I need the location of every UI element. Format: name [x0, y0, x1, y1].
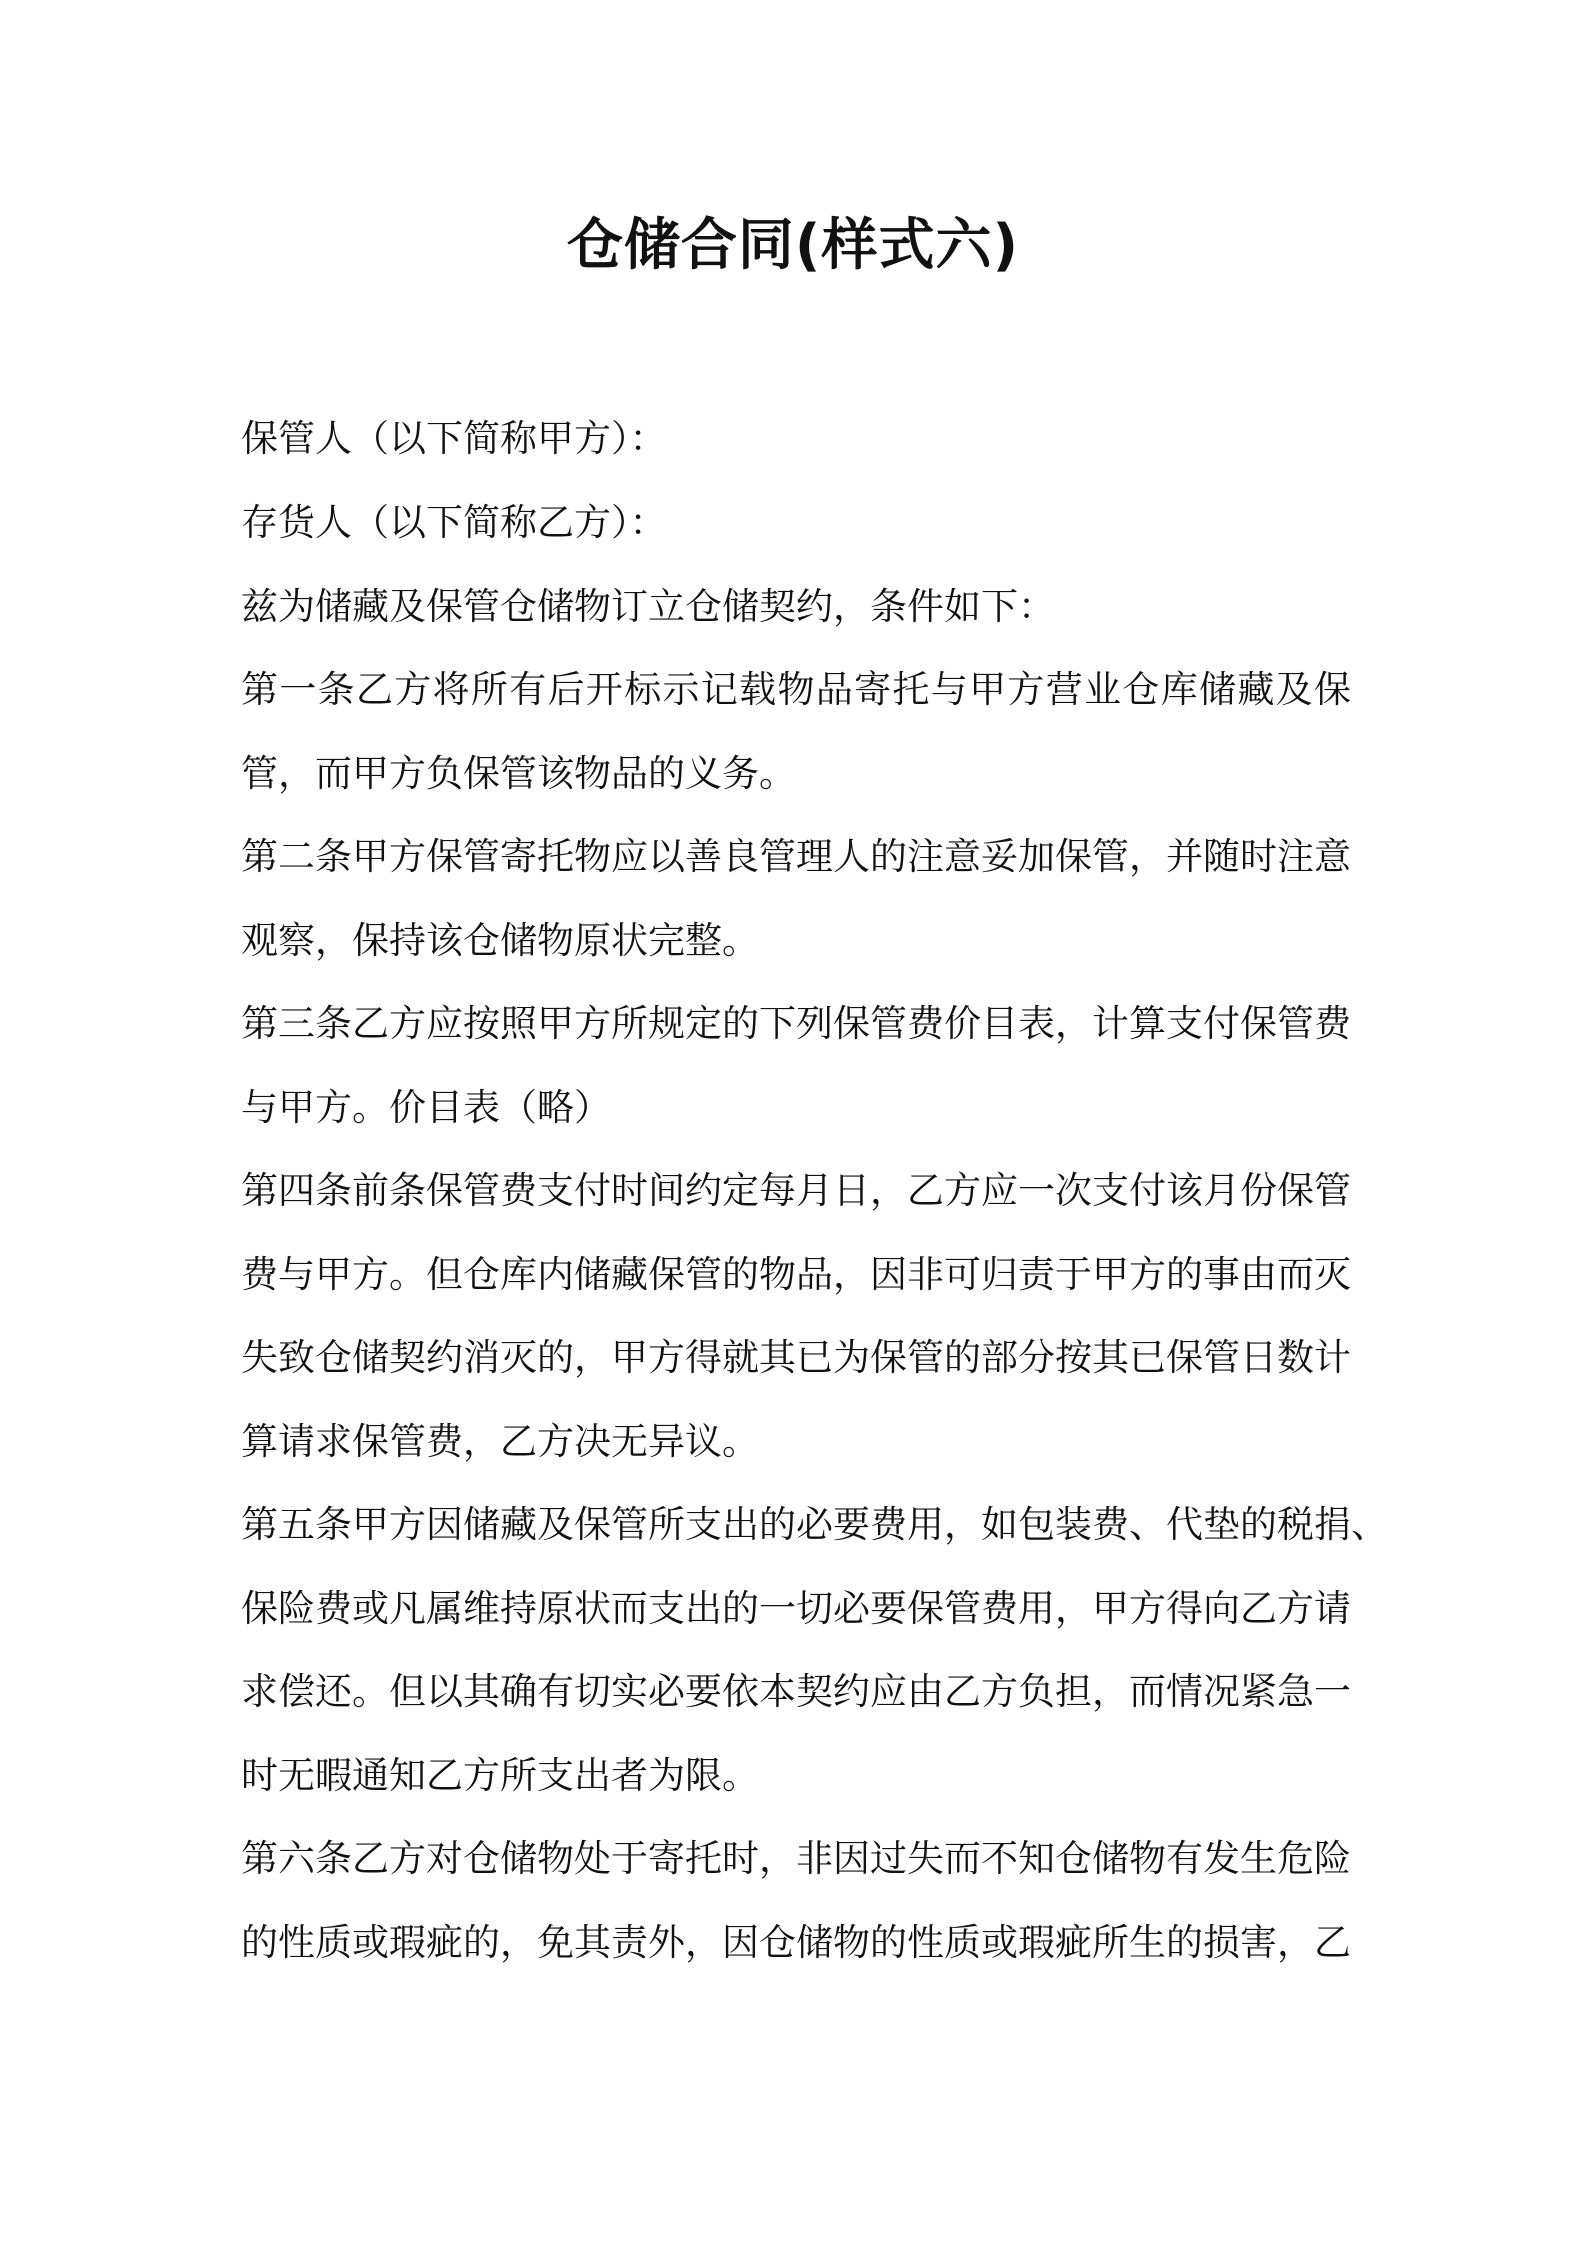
- article-2-line-1: 第二条甲方保管寄托物应以善良管理人的注意妥加保管，并随时注意: [241, 835, 1351, 878]
- article-6-line-1: 第六条乙方对仓储物处于寄托时，非因过失而不知仓储物有发生危险: [241, 1837, 1351, 1880]
- article-3-line-1: 第三条乙方应按照甲方所规定的下列保管费价目表，计算支付保管费: [241, 1002, 1351, 1045]
- article-6-line-2: 的性质或瑕疵的，免其责外，因仓储物的性质或瑕疵所生的损害，乙: [241, 1921, 1351, 1964]
- page-title: 仓储合同(样式六): [566, 213, 1020, 278]
- party-b-line: 存货人（以下简称乙方）：: [241, 501, 667, 544]
- article-2-line-2: 观察，保持该仓储物原状完整。: [241, 919, 759, 962]
- article-4-line-2: 费与甲方。但仓库内储藏保管的物品，因非可归责于甲方的事由而灭: [241, 1253, 1351, 1296]
- article-5-line-4: 时无暇通知乙方所支出者为限。: [241, 1754, 759, 1797]
- article-4-line-4: 算请求保管费，乙方决无异议。: [241, 1420, 759, 1463]
- party-a-line: 保管人（以下简称甲方）：: [241, 417, 667, 460]
- article-4-line-3: 失致仓储契约消灭的，甲方得就其已为保管的部分按其已保管日数计: [241, 1336, 1351, 1379]
- article-3-line-2: 与甲方。价目表（略）: [241, 1086, 611, 1129]
- article-1-line-2: 管，而甲方负保管该物品的义务。: [241, 752, 796, 795]
- article-5-line-2: 保险费或凡属维持原状而支出的一切必要保管费用，甲方得向乙方请: [241, 1587, 1351, 1630]
- article-5-line-1: 第五条甲方因储藏及保管所支出的必要费用，如包装费、代垫的税捐、: [241, 1503, 1388, 1546]
- article-1-line-1: 第一条乙方将所有后开标示记载物品寄托与甲方营业仓库储藏及保: [241, 668, 1351, 711]
- preamble-line: 兹为储藏及保管仓储物订立仓储契约，条件如下：: [241, 585, 1055, 628]
- article-5-line-3: 求偿还。但以其确有切实必要依本契约应由乙方负担，而情况紧急一: [241, 1670, 1351, 1713]
- article-4-line-1: 第四条前条保管费支付时间约定每月日，乙方应一次支付该月份保管: [241, 1169, 1351, 1212]
